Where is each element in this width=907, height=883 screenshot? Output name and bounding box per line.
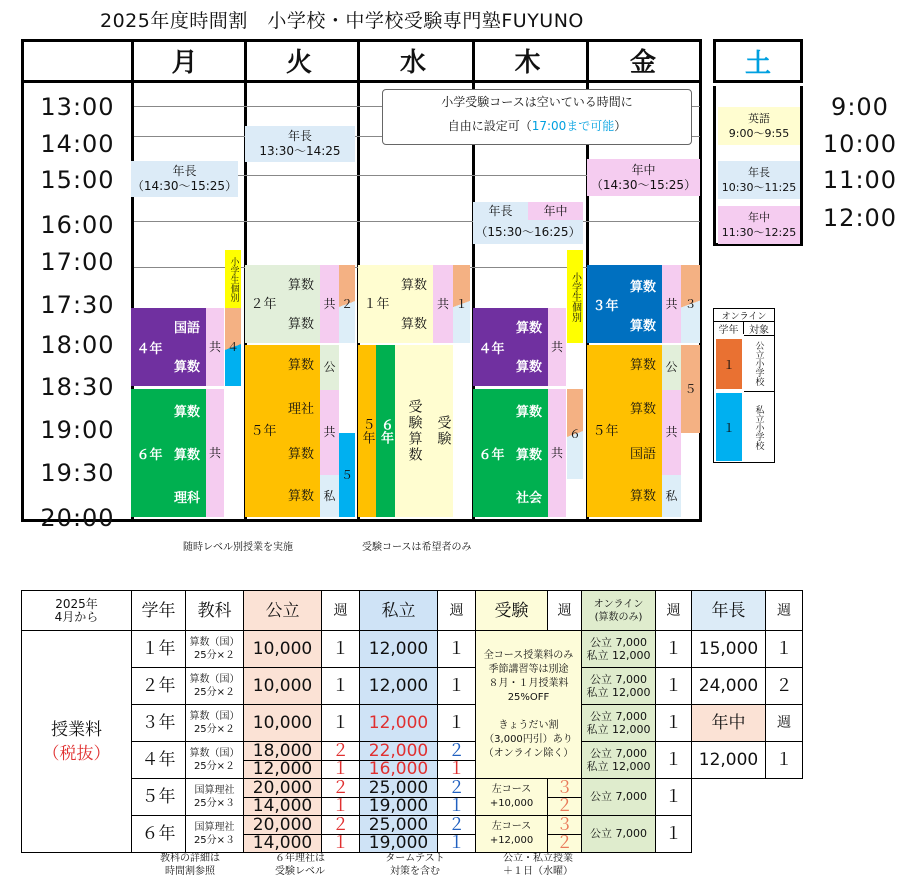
- online-n-public: １: [716, 339, 742, 389]
- day-fri: 金: [629, 47, 656, 78]
- mon-g6-math1: 算数: [168, 389, 206, 431]
- fee-pub-5: 20,000 14,000: [244, 779, 322, 816]
- fee-pri-3: 12,000: [360, 705, 438, 742]
- wed-n1: １: [453, 265, 470, 343]
- tue-g2-math2: 算数: [282, 305, 320, 343]
- note-exam: 受験コースは希望者のみ: [362, 542, 472, 553]
- fee-h-kinder: 年長: [692, 591, 766, 631]
- fee-kinder-1: 15,000: [692, 631, 766, 668]
- online-n-private: １: [716, 393, 742, 461]
- tue-g5-math3: 算数: [282, 475, 320, 517]
- time-1800: 18:00: [40, 331, 115, 359]
- fee-priw-6: ２ １: [438, 816, 476, 853]
- thu-kinder-time: （15:30～16:25）: [473, 220, 583, 244]
- notice-line1: 小学受験コースは空いている時間に: [441, 95, 633, 109]
- fri-n3: ３: [681, 265, 700, 343]
- thu-g6-math1: 算数: [510, 389, 548, 431]
- fee-h-week4: 週: [656, 591, 692, 631]
- fri-g3-math2: 算数: [624, 305, 662, 343]
- wed-exam: 受験: [433, 345, 453, 517]
- time-1100: 11:00: [822, 166, 898, 194]
- fee-h-private: 私立: [360, 591, 438, 631]
- thu-g6-soc: 社会: [510, 475, 548, 517]
- fee-priw-5: ２ １: [438, 779, 476, 816]
- mon-g4-kyo: 共: [206, 308, 224, 386]
- sat-english-block: 英語 9:00～9:55: [718, 107, 800, 145]
- mon-g4-lang: 国語: [168, 308, 206, 344]
- mon-g6-kyo: 共: [206, 389, 224, 517]
- wed-exam-math: 受験算数: [395, 345, 433, 517]
- thu-n6: ６: [567, 389, 583, 479]
- fee-corner: 2025年 4月から: [22, 591, 132, 631]
- tue-g5-kyo: 共: [320, 390, 339, 475]
- fri-g5-ko: 公: [662, 345, 681, 390]
- fee-table: [21, 590, 803, 853]
- fee-grade-4: ４年: [132, 742, 186, 779]
- wed-g1-math2: 算数: [395, 305, 433, 343]
- fee-priw-2: １: [438, 668, 476, 705]
- day-thu: 木: [514, 47, 541, 78]
- thu-kinder-a: 年長: [473, 202, 528, 220]
- fee-pub-2: 10,000: [244, 668, 322, 705]
- fee-pri-1: 12,000: [360, 631, 438, 668]
- mon-indiv: 小学生個別: [225, 250, 241, 308]
- fee-empty-6a: [692, 816, 766, 853]
- fee-subj-5: 国算理社 25分×３: [186, 779, 244, 816]
- fri-kinder-block: 年中 （14:30～15:25）: [587, 159, 700, 196]
- fee-grade-1: １年: [132, 631, 186, 668]
- tue-g2-kyo: 共: [320, 265, 339, 343]
- fri-g5-math3: 算数: [624, 475, 662, 517]
- thu-g4-label: ４年: [473, 308, 510, 386]
- fee-onlinew-2: １: [656, 668, 692, 705]
- fee-examw-6: ３ ２: [548, 816, 582, 853]
- fee-grade-3: ３年: [132, 705, 186, 742]
- day-wed: 水: [399, 47, 426, 78]
- fee-priw-3: １: [438, 705, 476, 742]
- online-box: [713, 308, 775, 463]
- fee-h-week2: 週: [438, 591, 476, 631]
- tue-g2-math1: 算数: [282, 265, 320, 305]
- fee-examw-5: ３ ２: [548, 779, 582, 816]
- page-title: 2025年度時間割 小学校・中学校受験専門塾FUYUNO: [100, 10, 584, 32]
- fee-kinder-3: 年中: [692, 705, 766, 742]
- fri-g5-math2: 算数: [624, 385, 662, 433]
- fri-g5-math1: 算数: [624, 345, 662, 385]
- tue-g5-risha: 理社: [282, 385, 320, 433]
- footnote-extra: 公立・私立授業 ＋１日（水曜）: [503, 853, 573, 877]
- time-1730: 17:30: [40, 291, 115, 319]
- thu-g6-label: ６年: [473, 389, 510, 517]
- fee-online-5: 公立 7,000: [582, 779, 656, 816]
- fee-label: 授業料 （税抜）: [22, 631, 132, 853]
- wed-g1-math1: 算数: [395, 265, 433, 305]
- fee-kinderw-2: ２: [766, 668, 803, 705]
- fee-exam-6: 左コース +12,000: [476, 816, 548, 853]
- fri-g3-math1: 算数: [624, 265, 662, 305]
- fri-g5-label: ５年: [587, 345, 624, 517]
- fee-pub-3: 10,000: [244, 705, 322, 742]
- footnote-term: タームテスト 対策を含む: [385, 853, 445, 877]
- sat-kinder-block: 年長 10:30～11:25: [718, 161, 800, 199]
- fee-onlinew-3: １: [656, 705, 692, 742]
- fee-empty-6b: [766, 816, 803, 853]
- fee-kinder-4: 12,000: [692, 742, 766, 779]
- fee-pubw-2: １: [322, 668, 360, 705]
- fri-g5-lang: 国語: [624, 433, 662, 475]
- wed-g5-label: ５年: [358, 345, 376, 517]
- online-title: オンライン: [721, 311, 767, 322]
- fee-onlinew-1: １: [656, 631, 692, 668]
- fee-exam-5: 左コース +10,000: [476, 779, 548, 816]
- tue-kinder-block: 年長 13:30～14:25: [245, 126, 355, 162]
- fee-h-public: 公立: [244, 591, 322, 631]
- time-1500: 15:00: [40, 166, 115, 194]
- fee-pubw-3: １: [322, 705, 360, 742]
- mon-g6-math2: 算数: [168, 431, 206, 475]
- thu-g4-kyo: 共: [548, 308, 566, 386]
- fee-exam-note: 全コース授業料のみ 季節講習等は別途 ８月・１月授業料 25%OFF きょうだい割 （3,000円引）あり （オンライン除く）: [476, 631, 582, 779]
- fee-h-subject: 教科: [186, 591, 244, 631]
- time-1000: 10:00: [822, 130, 898, 158]
- fri-g3-kyo: 共: [662, 265, 681, 343]
- tue-g5-shi: 私: [320, 475, 339, 517]
- time-2000: 20:00: [40, 504, 115, 532]
- fee-grade-5: ５年: [132, 779, 186, 816]
- wed-g1-label: １年: [358, 265, 395, 343]
- notice-line2: 自由に設定可（17:00まで可能）: [447, 119, 627, 133]
- fri-g3-label: ３年: [587, 265, 624, 343]
- fee-pubw-1: １: [322, 631, 360, 668]
- online-private: 私立小学校: [744, 391, 774, 463]
- online-public: 公立小学校: [744, 335, 774, 391]
- day-tue: 火: [285, 47, 312, 78]
- tue-g2-label: ２年: [245, 265, 282, 343]
- fee-onlinew-4: １: [656, 742, 692, 779]
- tue-g5-math1: 算数: [282, 345, 320, 385]
- tue-g5-ko: 公: [320, 345, 339, 390]
- mon-g4-math: 算数: [168, 344, 206, 386]
- fee-pubw-6: ２ １: [322, 816, 360, 853]
- time-1700: 17:00: [40, 248, 115, 276]
- day-mon: 月: [171, 47, 198, 78]
- mon-kinder-block: 年長 （14:30～15:25）: [131, 161, 238, 197]
- fee-grade-2: ２年: [132, 668, 186, 705]
- fee-onlinew-5: １: [656, 779, 692, 816]
- fee-kinderw-1: １: [766, 631, 803, 668]
- mon-g4-label: ４年: [131, 308, 168, 386]
- fee-pri-2: 12,000: [360, 668, 438, 705]
- thu-g4-math2: 算数: [510, 344, 548, 386]
- fee-h-week5: 週: [766, 591, 803, 631]
- fee-pri-5: 25,000 19,000: [360, 779, 438, 816]
- time-1200: 12:00: [822, 204, 898, 232]
- fri-g5-shi: 私: [662, 475, 681, 517]
- time-1830: 18:30: [40, 373, 115, 401]
- fee-empty-5b: [766, 779, 803, 816]
- time-1900: 19:00: [40, 416, 115, 444]
- fee-kinderw-4: １: [766, 742, 803, 779]
- fee-pub-1: 10,000: [244, 631, 322, 668]
- time-0900: 9:00: [831, 93, 889, 121]
- fee-pub-4: 18,000 12,000: [244, 742, 322, 779]
- fee-kinder-2: 24,000: [692, 668, 766, 705]
- fee-online-2: 公立 7,000 私立 12,000: [582, 668, 656, 705]
- fee-h-grade: 学年: [132, 591, 186, 631]
- fee-online-1: 公立 7,000 私立 12,000: [582, 631, 656, 668]
- fee-h-week1: 週: [322, 591, 360, 631]
- time-1400: 14:00: [40, 130, 115, 158]
- fee-subj-3: 算数（国） 25分×２: [186, 705, 244, 742]
- fee-pub-6: 20,000 14,000: [244, 816, 322, 853]
- fee-subj-4: 算数（国） 25分×２: [186, 742, 244, 779]
- online-h-grade: 学年: [714, 321, 744, 334]
- fee-pubw-4: ２ １: [322, 742, 360, 779]
- fee-subj-1: 算数（国） 25分×２: [186, 631, 244, 668]
- footnote-g6: ６年理社は 受験レベル: [275, 853, 325, 877]
- tue-n5: ５: [339, 433, 355, 517]
- time-1300: 13:00: [40, 93, 115, 121]
- note-level: 随時レベル別授業を実施: [183, 542, 293, 553]
- tue-g5-label: ５年: [245, 345, 282, 517]
- thu-indiv: 小学生個別: [567, 250, 583, 343]
- time-1930: 19:30: [40, 459, 115, 487]
- fee-priw-1: １: [438, 631, 476, 668]
- fee-online-4: 公立 7,000 私立 12,000: [582, 742, 656, 779]
- fee-online-3: 公立 7,000 私立 12,000: [582, 705, 656, 742]
- time-1600: 16:00: [40, 211, 115, 239]
- tue-g5-math2: 算数: [282, 433, 320, 475]
- mon-n4: ４: [225, 308, 241, 386]
- sat-nenchu-block: 年中 11:30～12:25: [718, 206, 800, 244]
- thu-g6-kyo: 共: [548, 389, 566, 517]
- wed-g6-label: ６年: [376, 345, 395, 517]
- online-h-target: 対象: [744, 321, 774, 334]
- fee-pri-6: 25,000 19,000: [360, 816, 438, 853]
- mon-g6-label: ６年: [131, 389, 168, 517]
- fee-h-exam: 受験: [476, 591, 548, 631]
- thu-kinder-b: 年中: [528, 202, 583, 220]
- fee-pri-4: 22,000 16,000: [360, 742, 438, 779]
- fri-g5-kyo: 共: [662, 390, 681, 475]
- fri-n5: ５: [681, 345, 700, 433]
- fee-grade-6: ６年: [132, 816, 186, 853]
- fee-h-online: オンライン (算数のみ): [582, 591, 656, 631]
- mon-g6-sci: 理科: [168, 475, 206, 517]
- fee-kinderw-3: 週: [766, 705, 803, 742]
- fee-empty-5a: [692, 779, 766, 816]
- fee-pubw-5: ２ １: [322, 779, 360, 816]
- fee-online-6: 公立 7,000: [582, 816, 656, 853]
- tue-n2: ２: [339, 265, 355, 343]
- fee-priw-4: ２ １: [438, 742, 476, 779]
- wed-g1-kyo: 共: [433, 265, 453, 343]
- fee-h-week3: 週: [548, 591, 582, 631]
- day-sat: 土: [744, 48, 771, 79]
- fee-subj-2: 算数（国） 25分×２: [186, 668, 244, 705]
- fee-subj-6: 国算理社 25分×３: [186, 816, 244, 853]
- fee-onlinew-6: １: [656, 816, 692, 853]
- thu-g6-math2: 算数: [510, 431, 548, 475]
- footnote-subject: 教科の詳細は 時間割参照: [160, 853, 220, 877]
- notice-box: [382, 89, 692, 145]
- thu-g4-math1: 算数: [510, 308, 548, 344]
